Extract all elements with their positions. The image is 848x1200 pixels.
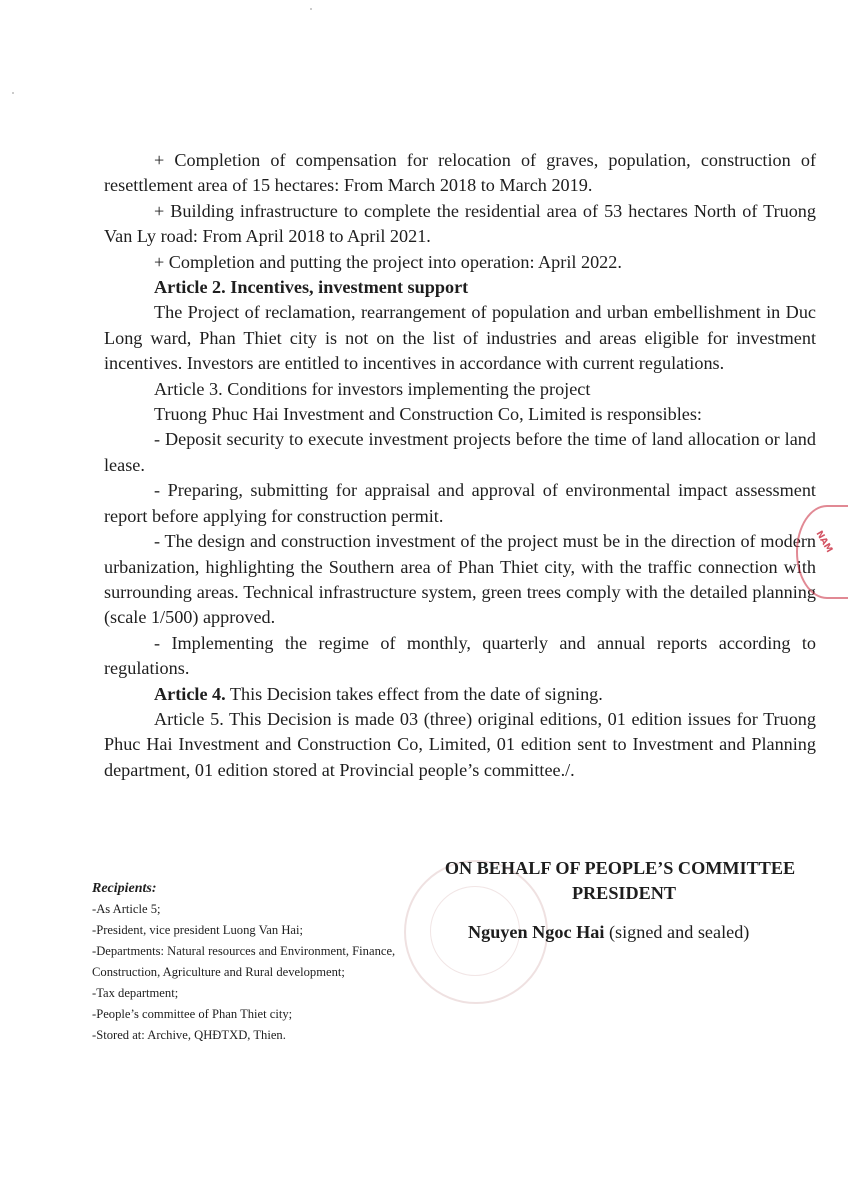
recipient-item: -Tax department; xyxy=(92,986,179,1000)
article-3-item: - The design and construction investment of the project must be in the direction of modern urbanization, highlighting the Southern area of Phan Thiet city, with the traffic connection with surrounding areas. Technical infrastructure system, green trees comply with the detailed planning (scale 1/500) approved. xyxy=(104,531,816,628)
schedule-item: + Completion of compensation for relocation of graves, population, construction of resettlement area of 15 hectares: From March 2018 to March 2019. xyxy=(104,150,816,196)
recipient-item: -People’s committee of Phan Thiet city; xyxy=(92,1007,293,1021)
recipient-item: -Departments: Natural resources and Environment, Finance, xyxy=(92,944,396,958)
article-2-text: The Project of reclamation, rearrangement of population and urban embellishment in Duc Long ward, Phan Thiet city is not on the list of industries and areas eligible for investment incentives. Investors are entitled to incentives in accordance with current regulations. xyxy=(104,302,816,374)
article-2-heading: Article 2. Incentives, investment support xyxy=(154,277,469,298)
signer-row xyxy=(424,920,816,945)
signer-name: Nguyen Ngoc Hai xyxy=(468,922,605,942)
recipients-title: Recipients: xyxy=(92,881,157,896)
document-body xyxy=(104,148,816,783)
recipient-item: -As Article 5; xyxy=(92,902,161,916)
recipient-item: -Stored at: Archive, QHĐTXD, Thien. xyxy=(92,1028,286,1042)
article-3-item: - Preparing, submitting for appraisal and approval of environmental impact assessment report before applying for construction permit. xyxy=(104,480,816,526)
scan-speck xyxy=(310,8,312,10)
signature-note: (signed and sealed) xyxy=(604,922,750,942)
article-3-item: - Deposit security to execute investment projects before the time of land allocation or land lease. xyxy=(104,429,816,475)
schedule-item: + Building infrastructure to complete the residential area of 53 hectares North of Truong Van Ly road: From April 2018 to April 2021. xyxy=(104,200,816,247)
article-3-intro: Truong Phuc Hai Investment and Construction Co, Limited is responsibles: xyxy=(154,404,702,425)
article-3-item: - Implementing the regime of monthly, quarterly and annual reports according to regulations. xyxy=(104,632,816,679)
recipients-list xyxy=(92,878,472,1046)
signature-block xyxy=(424,856,816,945)
schedule-item: + Completion and putting the project into operation: April 2022. xyxy=(154,251,622,272)
recipient-item: Construction, Agriculture and Rural development; xyxy=(92,965,345,979)
scan-speck xyxy=(12,92,14,94)
article-4-label: Article 4. xyxy=(154,683,226,704)
article-5: Article 5. This Decision is made 03 (three) original editions, 01 edition issues for Truong Phuc Hai Investment and Construction Co, Limited, 01 edition sent to Investment and Planning department, 01 edition stored at Provincial people’s committee./. xyxy=(104,708,816,780)
article-3-heading: Article 3. Conditions for investors implementing the project xyxy=(154,378,591,399)
recipient-item: -President, vice president Luong Van Hai; xyxy=(92,923,304,937)
seal-text: NAM xyxy=(813,529,834,555)
article-4 xyxy=(104,682,816,707)
article-4-text: This Decision takes effect from the date of signing. xyxy=(225,683,603,704)
signing-authority: ON BEHALF OF PEOPLE’S COMMITTEE xyxy=(444,858,796,878)
signer-title: PRESIDENT xyxy=(571,883,677,903)
